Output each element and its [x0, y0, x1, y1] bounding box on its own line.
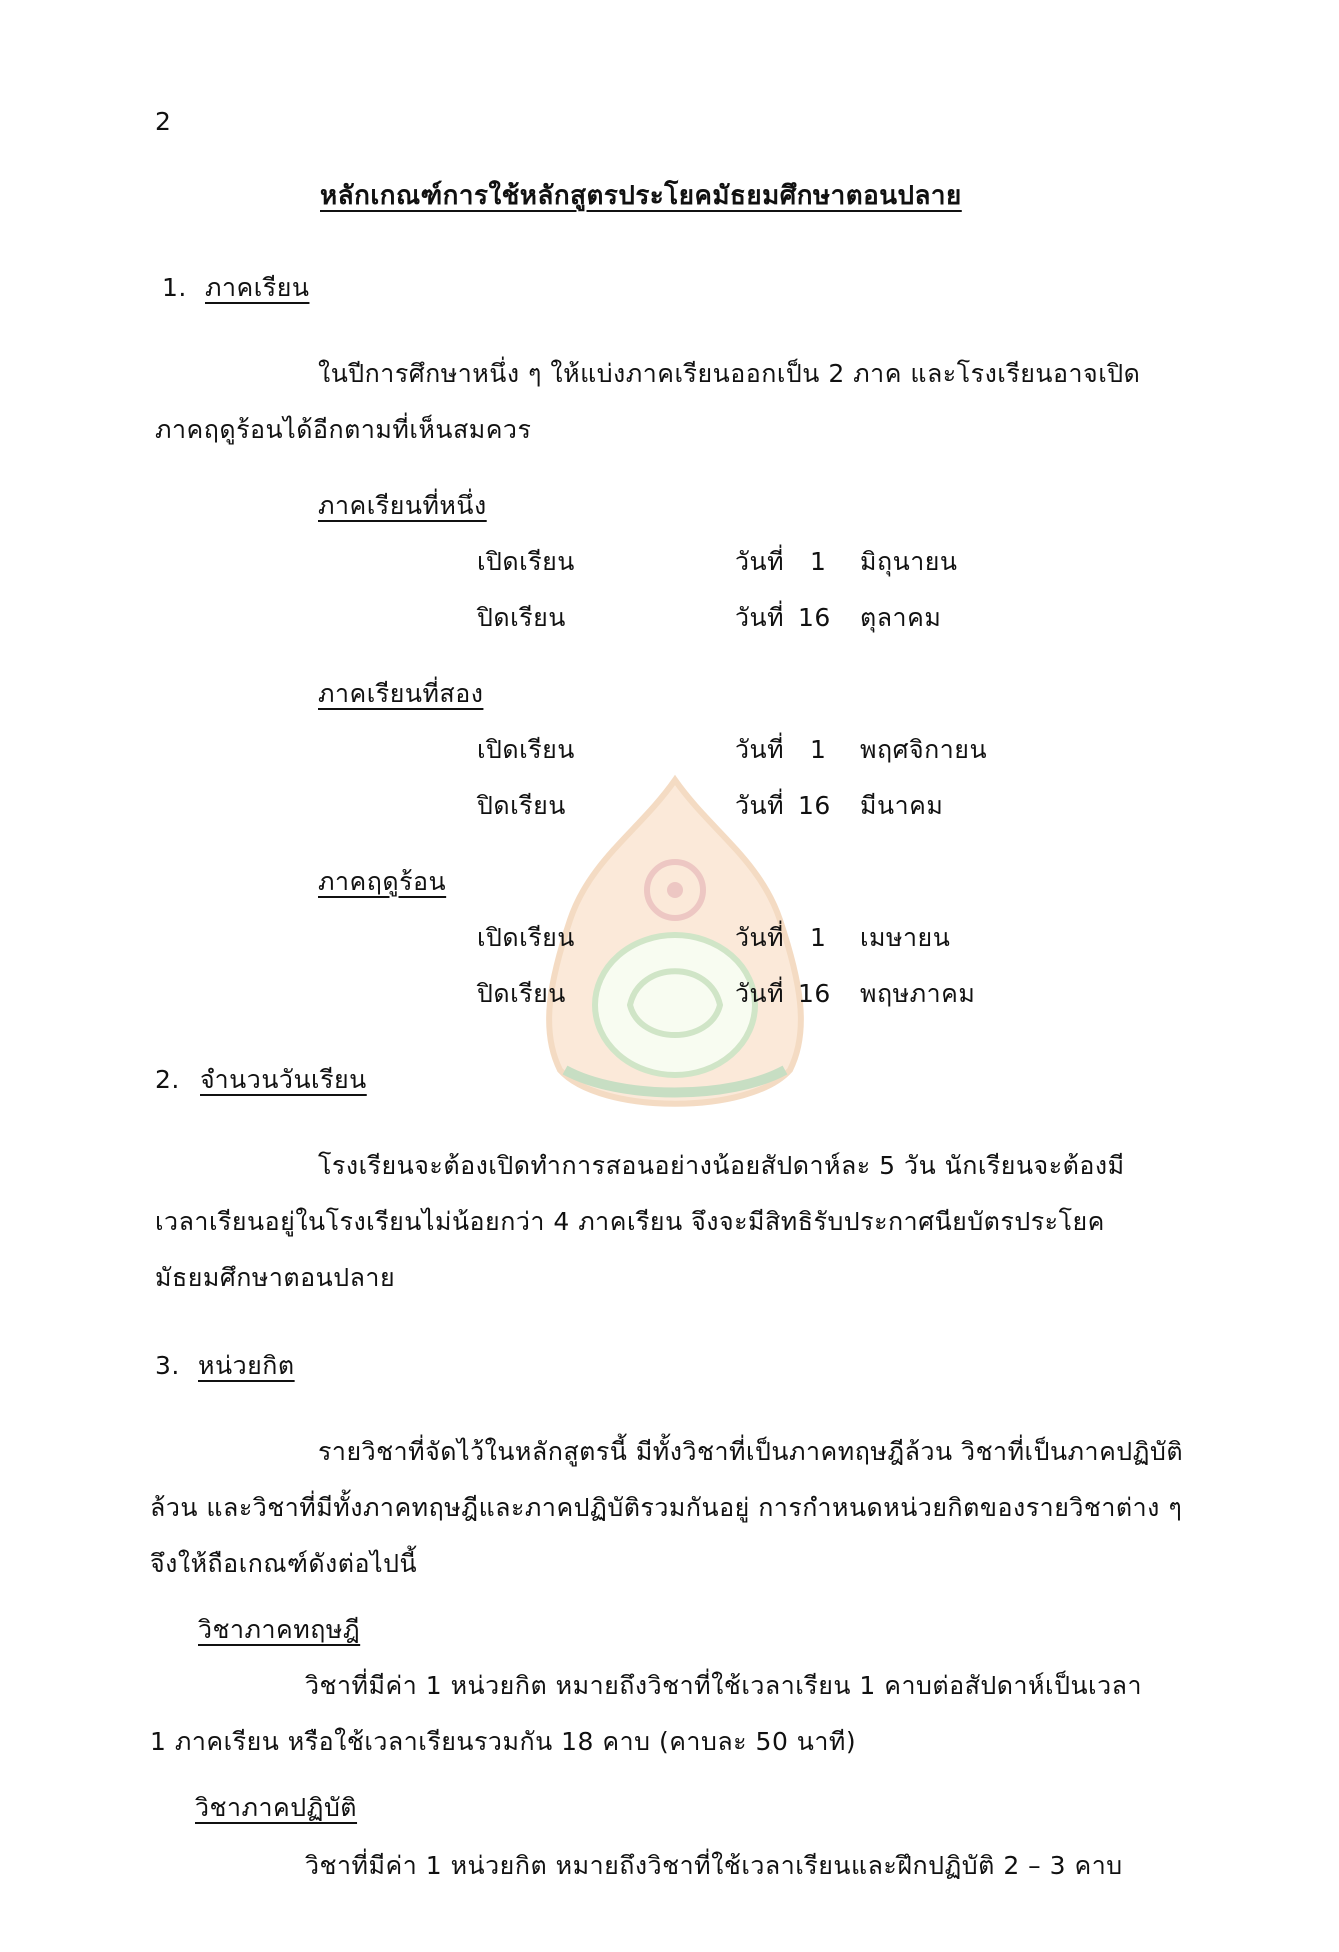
section2-line2: เวลาเรียนอยู่ในโรงเรียนไม่น้อยกว่า 4 ภาคเรียน จึงจะมีสิทธิรับประกาศนียบัตรประโยค [155, 1207, 1105, 1236]
term1-heading: ภาคเรียนที่หนึ่ง [318, 491, 487, 520]
section1-paragraph-line2: ภาคฤดูร้อนได้อีกตามที่เห็นสมควร [155, 415, 532, 444]
term2-open-label: เปิดเรียน [477, 735, 575, 764]
summer-open-label: เปิดเรียน [477, 923, 575, 952]
section1-paragraph-line1: ในปีการศึกษาหนึ่ง ๆ ให้แบ่งภาคเรียนออกเป็น 2 ภาค และโรงเรียนอาจเปิด [318, 359, 1141, 388]
term2-close-day-label: วันที่ [735, 791, 785, 820]
term1-close-month: ตุลาคม [860, 603, 942, 632]
summer-close-day: 16 [798, 979, 831, 1008]
summer-close-label: ปิดเรียน [477, 979, 566, 1008]
theory-line2: 1 ภาคเรียน หรือใช้เวลาเรียนรวมกัน 18 คาบ (คาบละ 50 นาที) [150, 1727, 857, 1756]
practice-line1: วิชาที่มีค่า 1 หน่วยกิต หมายถึงวิชาที่ใช้เวลาเรียนและฝึกปฏิบัติ 2 – 3 คาบ [305, 1851, 1123, 1880]
term1-open-month: มิถุนายน [860, 547, 958, 576]
page-number: 2 [155, 107, 172, 136]
term2-open-day: 1 [810, 735, 827, 764]
term1-open-day-label: วันที่ [735, 547, 785, 576]
term2-close-month: มีนาคม [860, 791, 944, 820]
summer-open-day: 1 [810, 923, 827, 952]
summer-open-day-label: วันที่ [735, 923, 785, 952]
summer-open-month: เมษายน [860, 923, 951, 952]
term2-open-month: พฤศจิกายน [860, 735, 988, 764]
section2-heading: จำนวนวันเรียน [200, 1065, 367, 1094]
term1-close-day: 16 [798, 603, 831, 632]
section2-number: 2. [155, 1065, 180, 1094]
summer-close-month: พฤษภาคม [860, 979, 976, 1008]
term2-close-day: 16 [798, 791, 831, 820]
section3-line1: รายวิชาที่จัดไว้ในหลักสูตรนี้ มีทั้งวิชาที่เป็นภาคทฤษฎีล้วน วิชาที่เป็นภาคปฏิบัติ [318, 1437, 1184, 1466]
term2-heading: ภาคเรียนที่สอง [318, 679, 484, 708]
term2-close-label: ปิดเรียน [477, 791, 566, 820]
summer-term-heading: ภาคฤดูร้อน [318, 867, 447, 896]
section3-heading: หน่วยกิต [198, 1351, 295, 1380]
section2-line1: โรงเรียนจะต้องเปิดทำการสอนอย่างน้อยสัปดาห์ละ 5 วัน นักเรียนจะต้องมี [318, 1151, 1125, 1180]
theory-line1: วิชาที่มีค่า 1 หน่วยกิต หมายถึงวิชาที่ใช้เวลาเรียน 1 คาบต่อสัปดาห์เป็นเวลา [305, 1671, 1142, 1700]
page-title: หลักเกณฑ์การใช้หลักสูตรประโยคมัธยมศึกษาตอนปลาย [320, 181, 962, 211]
summer-close-day-label: วันที่ [735, 979, 785, 1008]
term1-open-day: 1 [810, 547, 827, 576]
term1-open-label: เปิดเรียน [477, 547, 575, 576]
term1-close-label: ปิดเรียน [477, 603, 566, 632]
term2-open-day-label: วันที่ [735, 735, 785, 764]
section2-line3: มัธยมศึกษาตอนปลาย [155, 1263, 396, 1292]
section1-heading: ภาคเรียน [205, 273, 310, 302]
section3-line3: จึงให้ถือเกณฑ์ดังต่อไปนี้ [150, 1549, 418, 1578]
section3-line2: ล้วน และวิชาที่มีทั้งภาคทฤษฎีและภาคปฏิบัติรวมกันอยู่ การกำหนดหน่วยกิตของรายวิชาต่าง ๆ [150, 1493, 1183, 1522]
practice-heading: วิชาภาคปฏิบัติ [195, 1793, 358, 1822]
term1-close-day-label: วันที่ [735, 603, 785, 632]
section3-number: 3. [155, 1351, 180, 1380]
theory-heading: วิชาภาคทฤษฎี [198, 1615, 361, 1644]
section1-number: 1. [162, 273, 187, 302]
